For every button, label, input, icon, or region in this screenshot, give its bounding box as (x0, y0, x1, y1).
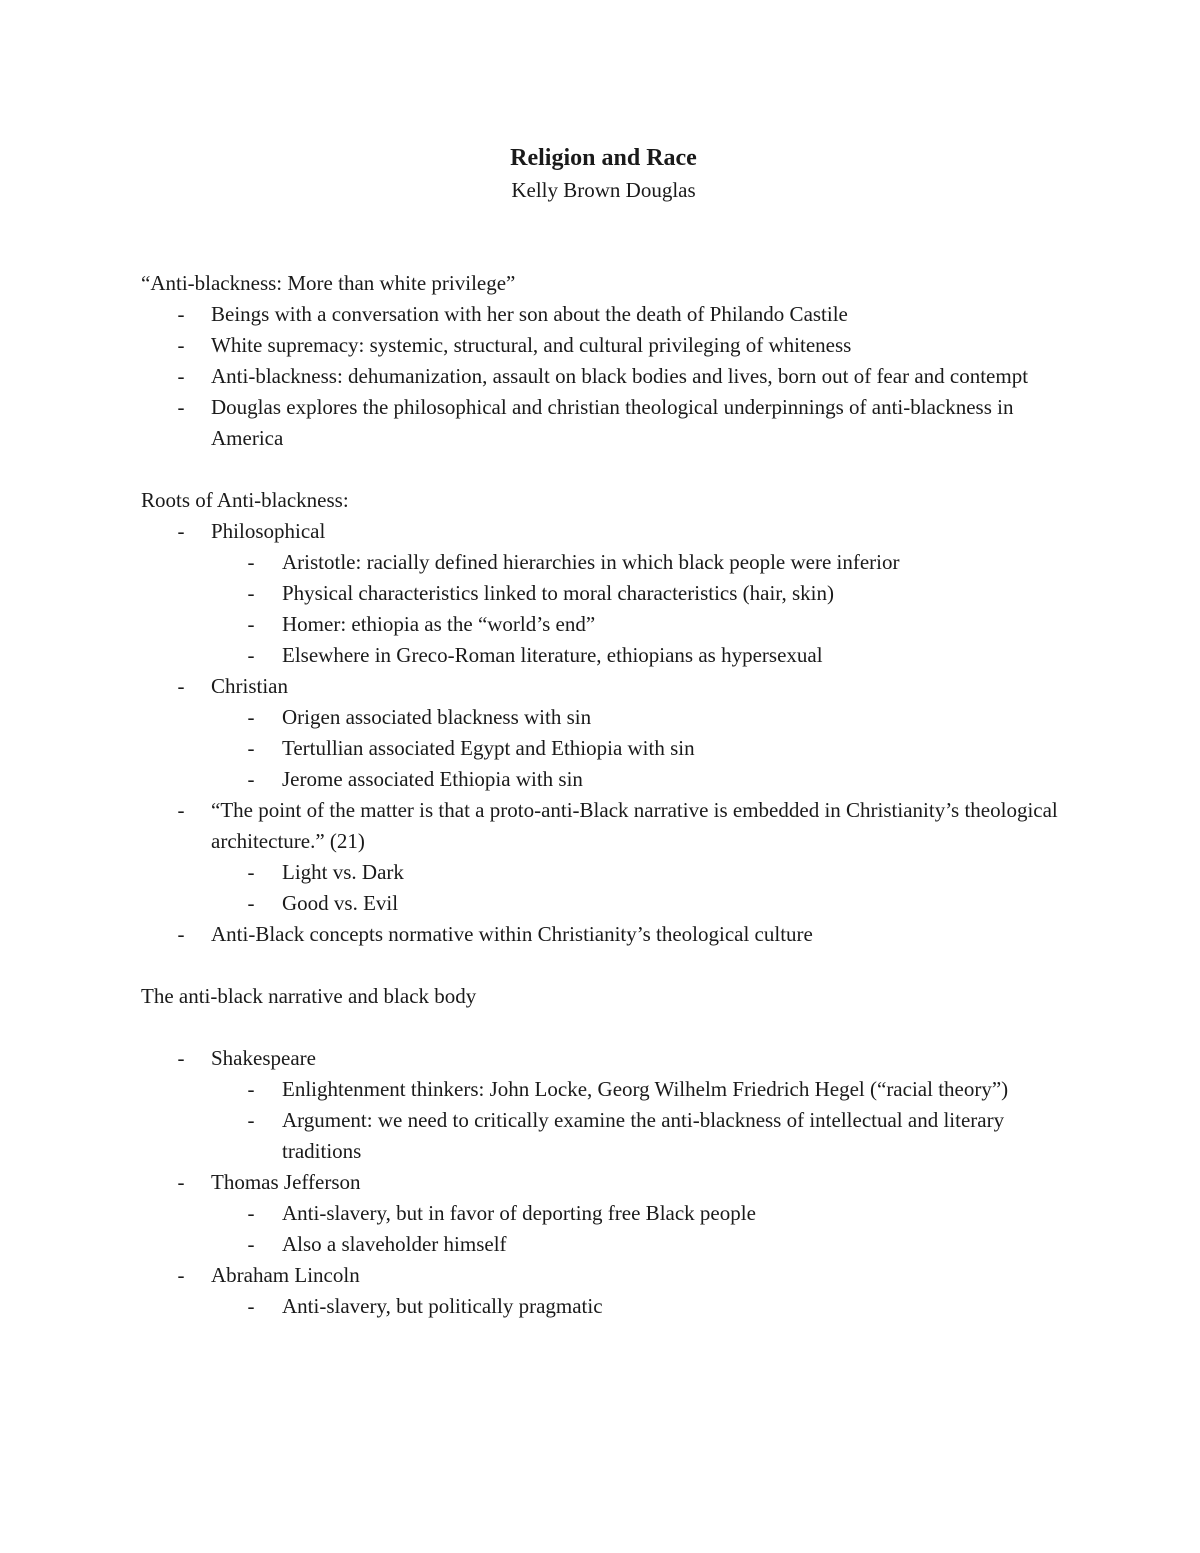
sub-list-item-text: Homer: ethiopia as the “world’s end” (282, 612, 596, 636)
sub-list-item-text: Elsewhere in Greco-Roman literature, ethiopians as hypersexual (282, 643, 823, 667)
sub-list-item-text: Aristotle: racially defined hierarchies in which black people were inferior (282, 550, 900, 574)
section-spacer (141, 454, 1060, 485)
sub-list-item (211, 1105, 1060, 1167)
sub-list-item (211, 609, 1060, 640)
sub-list-item (211, 764, 1060, 795)
list-item-text: Beings with a conversation with her son about the death of Philando Castile (211, 302, 848, 326)
bullet-dash: - (247, 891, 255, 915)
sub-list-item (211, 702, 1060, 733)
bullet-dash: - (177, 333, 185, 357)
sub-list-item-text: Jerome associated Ethiopia with sin (282, 767, 583, 791)
list-item-jefferson (141, 1167, 1060, 1260)
bullet-dash: - (177, 1263, 185, 1287)
bullet-dash: - (177, 1046, 185, 1070)
list-item (141, 919, 1060, 950)
bullet-dash: - (247, 1201, 255, 1225)
sub-list-item-text: Enlightenment thinkers: John Locke, Georg Wilhelm Friedrich Hegel (“racial theory”) (282, 1077, 1009, 1101)
quote-sublist (211, 857, 1060, 919)
philosophical-sublist (211, 547, 1060, 671)
list-item-quote (141, 795, 1060, 919)
list-item-text: Philosophical (211, 519, 326, 543)
section1-list (141, 299, 1060, 454)
bullet-dash: - (247, 1077, 255, 1101)
list-item-text: White supremacy: systemic, structural, and cultural privileging of whiteness (211, 333, 852, 357)
bullet-dash: - (177, 1170, 185, 1194)
list-item (141, 299, 1060, 330)
bullet-dash: - (247, 581, 255, 605)
section3-list (141, 1043, 1060, 1322)
christian-sublist (211, 702, 1060, 795)
sub-list-item (211, 547, 1060, 578)
bullet-dash: - (247, 705, 255, 729)
section-spacer (141, 950, 1060, 981)
list-item-text: Douglas explores the philosophical and christian theological underpinnings of anti-blackness in America (211, 395, 1014, 450)
bullet-dash: - (177, 364, 185, 388)
bullet-dash: - (247, 643, 255, 667)
list-item-text: “The point of the matter is that a proto-anti-Black narrative is embedded in Christianity’s theological architecture.” (21) (211, 798, 1058, 853)
bullet-dash: - (247, 1108, 255, 1132)
sub-list-item (211, 1074, 1060, 1105)
list-item-text: Anti-Black concepts normative within Christianity’s theological culture (211, 922, 813, 946)
sub-list-item (211, 578, 1060, 609)
sub-list-item (211, 1229, 1060, 1260)
section-heading-roots: Roots of Anti-blackness: (141, 488, 349, 512)
list-item-text: Thomas Jefferson (211, 1170, 361, 1194)
list-item-philosophical (141, 516, 1060, 671)
sub-list-item (211, 733, 1060, 764)
sub-list-item-text: Anti-slavery, but in favor of deporting free Black people (282, 1201, 756, 1225)
sub-list-item (211, 1198, 1060, 1229)
sub-list-item (211, 857, 1060, 888)
sub-list-item-text: Also a slaveholder himself (282, 1232, 507, 1256)
sub-list-item (211, 1291, 1060, 1322)
shakespeare-sublist (211, 1074, 1060, 1167)
list-item (141, 392, 1060, 454)
bullet-dash: - (247, 1232, 255, 1256)
sub-list-item (211, 888, 1060, 919)
bullet-dash: - (247, 550, 255, 574)
sub-list-item-text: Good vs. Evil (282, 891, 399, 915)
jefferson-sublist (211, 1198, 1060, 1260)
bullet-dash: - (177, 674, 185, 698)
sub-list-item-text: Anti-slavery, but politically pragmatic (282, 1294, 603, 1318)
bullet-dash: - (247, 1294, 255, 1318)
list-item (141, 330, 1060, 361)
bullet-dash: - (177, 395, 185, 419)
sub-list-item-text: Tertullian associated Egypt and Ethiopia with sin (282, 736, 695, 760)
bullet-dash: - (177, 519, 185, 543)
sub-list-item-text: Light vs. Dark (282, 860, 404, 884)
list-item-text: Shakespeare (211, 1046, 316, 1070)
list-item-text: Anti-blackness: dehumanization, assault on black bodies and lives, born out of fear and contempt (211, 364, 1029, 388)
document-author: Kelly Brown Douglas (511, 178, 696, 202)
sub-list-item-text: Origen associated blackness with sin (282, 705, 592, 729)
bullet-dash: - (177, 302, 185, 326)
bullet-dash: - (177, 798, 185, 822)
bullet-dash: - (247, 860, 255, 884)
bullet-dash: - (247, 736, 255, 760)
list-item-christian (141, 671, 1060, 795)
list-item-text: Abraham Lincoln (211, 1263, 360, 1287)
list-item-lincoln (141, 1260, 1060, 1322)
list-item-shakespeare (141, 1043, 1060, 1167)
document-title: Religion and Race (510, 145, 697, 171)
section-heading-narrative: The anti-black narrative and black body (141, 984, 477, 1008)
bullet-dash: - (247, 767, 255, 791)
bullet-dash: - (177, 922, 185, 946)
lincoln-sublist (211, 1291, 1060, 1322)
sub-list-item-text: Argument: we need to critically examine the anti-blackness of intellectual and literary traditions (282, 1108, 1005, 1163)
list-item-text: Christian (211, 674, 288, 698)
list-item (141, 361, 1060, 392)
bullet-dash: - (247, 612, 255, 636)
section2-list (141, 516, 1060, 950)
sub-list-item-text: Physical characteristics linked to moral characteristics (hair, skin) (282, 581, 834, 605)
section-heading-anti-blackness: “Anti-blackness: More than white privilege” (141, 271, 516, 295)
section-spacer (141, 1012, 1060, 1043)
sub-list-item (211, 640, 1060, 671)
